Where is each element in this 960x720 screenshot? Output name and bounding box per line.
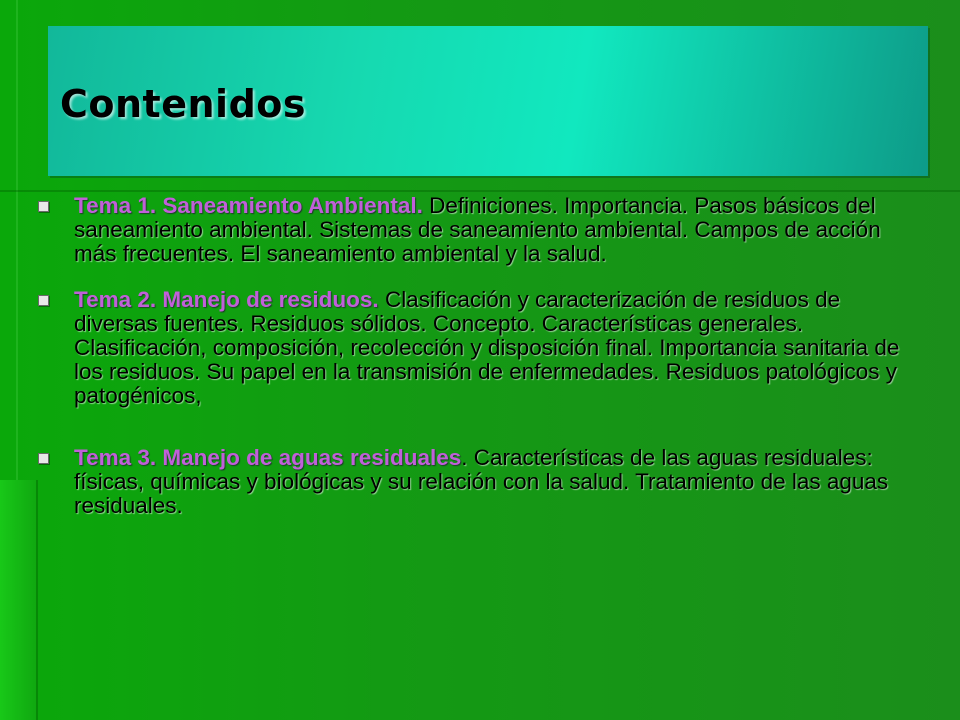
topic-heading-separator: . [149, 445, 163, 470]
slide-title: Contenidos [60, 82, 306, 126]
square-bullet-icon [38, 201, 49, 212]
list-item [36, 288, 916, 408]
bullet-list [36, 194, 916, 540]
topic-description: Clasificación y caracterización de residuos de diversas fuentes. Residuos sólidos. Concepto. Características generales. Clasificación, composición, recolección y disposición final. Importancia sanitaria de los residuos. Su papel en la transmisión de enfermedades. Residuos patológicos y patogénicos, [74, 287, 900, 408]
square-bullet-icon [38, 453, 49, 464]
topic-description: Definiciones. Importancia. Pasos básicos del saneamiento ambiental. Sistemas de saneamiento ambiental. Campos de acción más frecuentes. El saneamiento ambiental y la salud. [74, 193, 881, 266]
list-item [36, 194, 916, 266]
square-bullet-icon [38, 295, 49, 306]
decorative-panel [0, 480, 36, 720]
topic-heading: Tema 2. Manejo de residuos. [74, 287, 379, 312]
topic-heading: Tema 1. Saneamiento Ambiental. [74, 193, 423, 218]
topic-heading: Manejo de aguas residuales [162, 445, 462, 470]
topic-heading: Tema 3 [74, 445, 150, 470]
decorative-line [0, 190, 960, 192]
list-item [36, 446, 916, 518]
title-box [48, 26, 928, 176]
topic-description: . Características de las aguas residuales: físicas, químicas y biológicas y su relación con la salud. Tratamiento de las aguas residuales. [74, 445, 889, 518]
